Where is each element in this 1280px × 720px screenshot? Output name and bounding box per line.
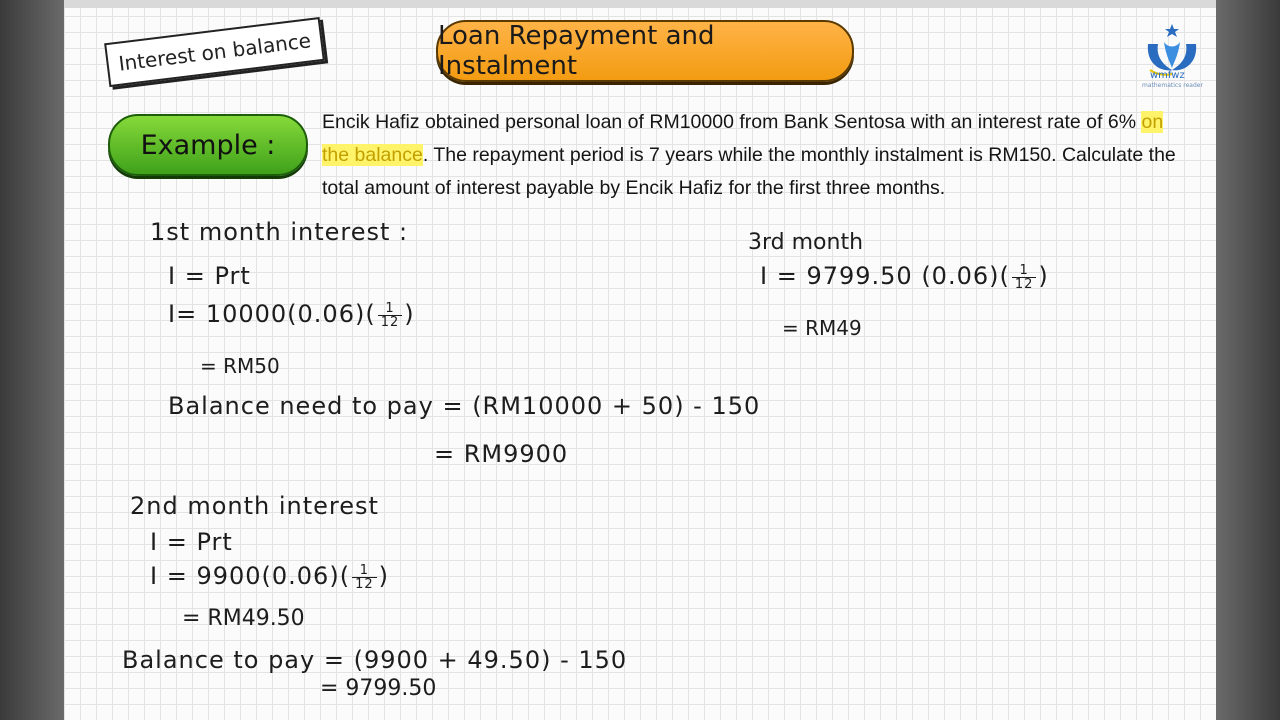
example-label: Example : [108,114,308,176]
logo-subtext: mathematics reader [1142,82,1203,89]
month1-calc-prefix: I= 10000(0.06)( [168,300,376,328]
month1-calc-suffix: ) [404,300,415,328]
video-frame-left [0,0,64,720]
page-title: Loan Repayment and Instalment [436,20,854,82]
month1-fraction [378,302,403,329]
month2-formula: I = Prt [150,528,233,556]
month3-calc-suffix: ) [1038,262,1049,290]
month1-balance-line: Balance need to pay = (RM10000 + 50) - 150 [168,392,761,420]
top-edge [64,0,1216,8]
video-frame-right [1216,0,1280,720]
month1-formula: I = Prt [168,262,251,290]
month1-result: = RM50 [200,354,280,378]
month3-frac-den: 12 [1014,276,1034,292]
month2-calc [150,562,389,591]
month2-heading: 2nd month interest [130,492,379,520]
question-text [322,106,1192,205]
month1-balance-result: = RM9900 [434,440,569,468]
month3-frac-num: 1 [1012,264,1037,278]
question-highlight: on the balance [322,111,1164,166]
month1-calc [168,300,415,329]
month2-frac-num: 1 [352,564,377,578]
month3-result: = RM49 [782,316,862,340]
month2-calc-suffix: ) [378,562,389,590]
month2-frac-den: 12 [355,576,374,592]
question-part2: . The repayment period is 7 years while the monthly instalment is RM150. Calculate the total amount of interest payable by Encik Hafiz for the first three months. [322,144,1176,199]
month2-fraction [352,564,377,591]
topic-tag: Interest on balance [104,17,325,87]
month1-frac-den: 12 [380,314,400,330]
month3-heading: 3rd month [748,230,864,255]
month3-calc [760,262,1049,291]
question-part1: Encik Hafiz obtained personal loan of RM10000 from Bank Sentosa with an interest rate of 6% [322,111,1137,133]
month2-balance-result: = 9799.50 [320,676,437,701]
month3-calc-prefix: I = 9799.50 (0.06)( [760,262,1010,290]
month1-frac-num: 1 [378,302,403,316]
month2-balance-line: Balance to pay = (9900 + 49.50) - 150 [122,646,628,674]
month2-calc-prefix: I = 9900(0.06)( [150,562,351,590]
month3-fraction [1012,264,1037,291]
grid-paper [64,0,1216,720]
logo-text: wmfwz [1150,70,1185,81]
month1-heading: 1st month interest : [150,218,409,246]
month2-result: = RM49.50 [182,606,305,631]
